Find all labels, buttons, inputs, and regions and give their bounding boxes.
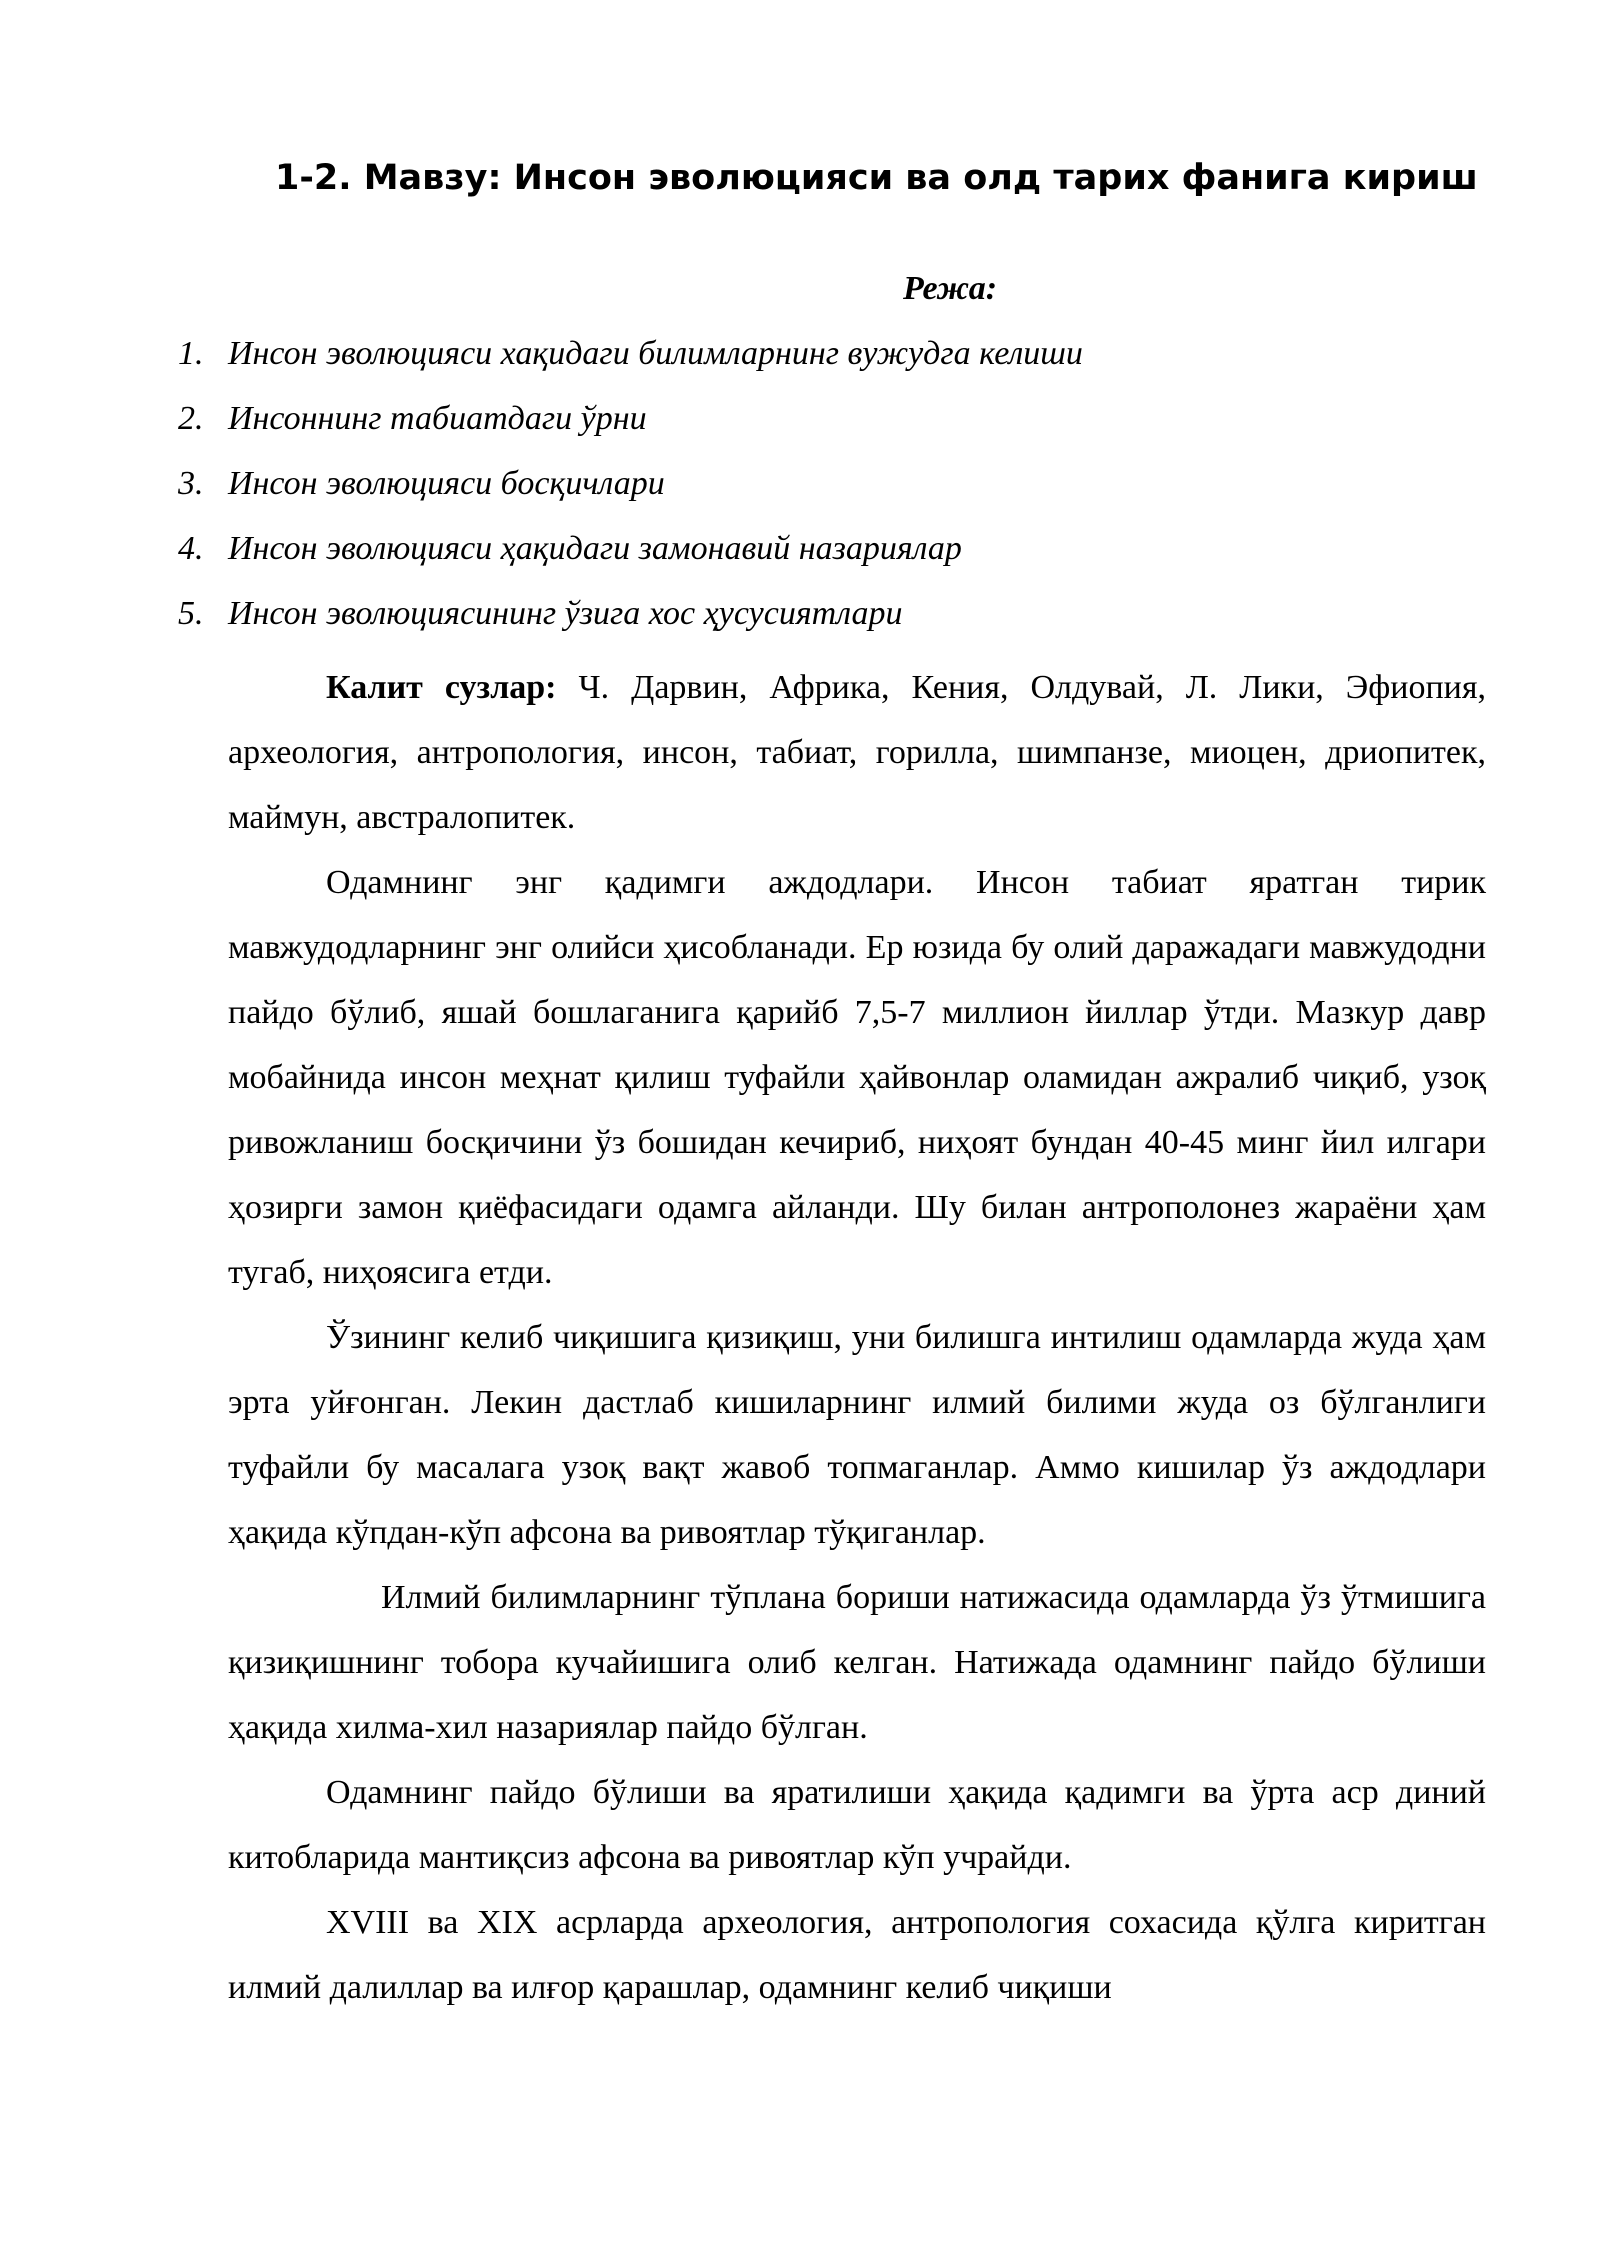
plan-item-text: Инсон эволюцияси ҳақидаги замонавий назариялар: [228, 530, 962, 567]
plan-heading: Режа:: [902, 270, 998, 307]
paragraph: Одамнинг пайдо бўлиши ва яратилиши ҳақида қадимги ва ўрта аср диний китобларида мантиқсиз афсона ва ривоятлар кўп учрайди.: [228, 1774, 1486, 1876]
body-text: [228, 655, 1486, 2020]
plan-item-number: 2.: [178, 400, 204, 437]
keywords-label: Калит сузлар:: [326, 669, 557, 706]
plan-item: [178, 460, 1083, 525]
paragraph: Одамнинг энг қадимги аждодлари. Инсон табиат яратган тирик мавжудодларнинг энг олийси ҳисобланади. Ер юзида бу олий даражадаги мавжудодни пайдо бўлиб, яшай бошлаганига қарийб 7,5-7 миллион йиллар ўтди. Мазкур давр мобайнида инсон меҳнат қилиш туфайли ҳайвонлар оламидан ажралиб чиқиб, узоқ ривожланиш босқичини ўз бошидан кечириб, ниҳоят бундан 40-45 минг йил илгари ҳозирги замон қиёфасидаги одамга айланди. Шу билан антрополонез жараёни ҳам тугаб, ниҳоясига етди.: [228, 864, 1486, 1291]
keywords-paragraph: [228, 655, 1486, 850]
plan-item-number: 5.: [178, 595, 204, 632]
keywords-text: Ч. Дарвин, Африка, Кения, Олдувай, Л. Лики, Эфиопия, археология, антропология, инсон, табиат, горилла, шимпанзе, миоцен, дриопитек, маймун, австралопитек.: [228, 669, 1486, 836]
page-title: 1-2. Мавзу: Инсон эволюцияси ва олд тарих фанига кириш: [275, 158, 1478, 198]
plan-item: [178, 590, 1083, 655]
plan-item-text: Инсон эволюциясининг ўзига хос ҳусусиятлари: [228, 595, 903, 632]
plan-list: [178, 330, 1083, 655]
plan-item-number: 4.: [178, 530, 204, 567]
paragraph: XVIII ва XIX асрларда археология, антропология сохасида қўлга киритган илмий далиллар ва илғор қарашлар, одамнинг келиб чиқиши: [228, 1904, 1486, 2006]
plan-item-number: 3.: [178, 465, 204, 502]
paragraph: Ўзининг келиб чиқишига қизиқиш, уни билишга интилиш одамларда жуда ҳам эрта уйғонган. Лекин дастлаб кишиларнинг илмий билими жуда оз бўлганлиги туфайли бу масалага узоқ вақт жавоб топмаганлар. Аммо кишилар ўз аждодлари ҳақида кўпдан-кўп афсона ва ривоятлар тўқиганлар.: [228, 1319, 1486, 1551]
plan-item-text: Инсон эволюцияси босқичлари: [228, 465, 665, 502]
plan-item-text: Инсоннинг табиатдаги ўрни: [228, 400, 647, 437]
plan-item: [178, 395, 1083, 460]
plan-item-text: Инсон эволюцияси хақидаги билимларнинг вужудга келиши: [228, 335, 1083, 372]
plan-item: [178, 330, 1083, 395]
paragraph: Илмий билимларнинг тўплана бориши натижасида одамларда ўз ўтмишига қизиқишнинг тобора кучайишига олиб келган. Натижада одамнинг пайдо бўлиши ҳақида хилма-хил назариялар пайдо бўлган.: [228, 1579, 1486, 1746]
plan-item-number: 1.: [178, 335, 204, 372]
plan-item: [178, 525, 1083, 590]
